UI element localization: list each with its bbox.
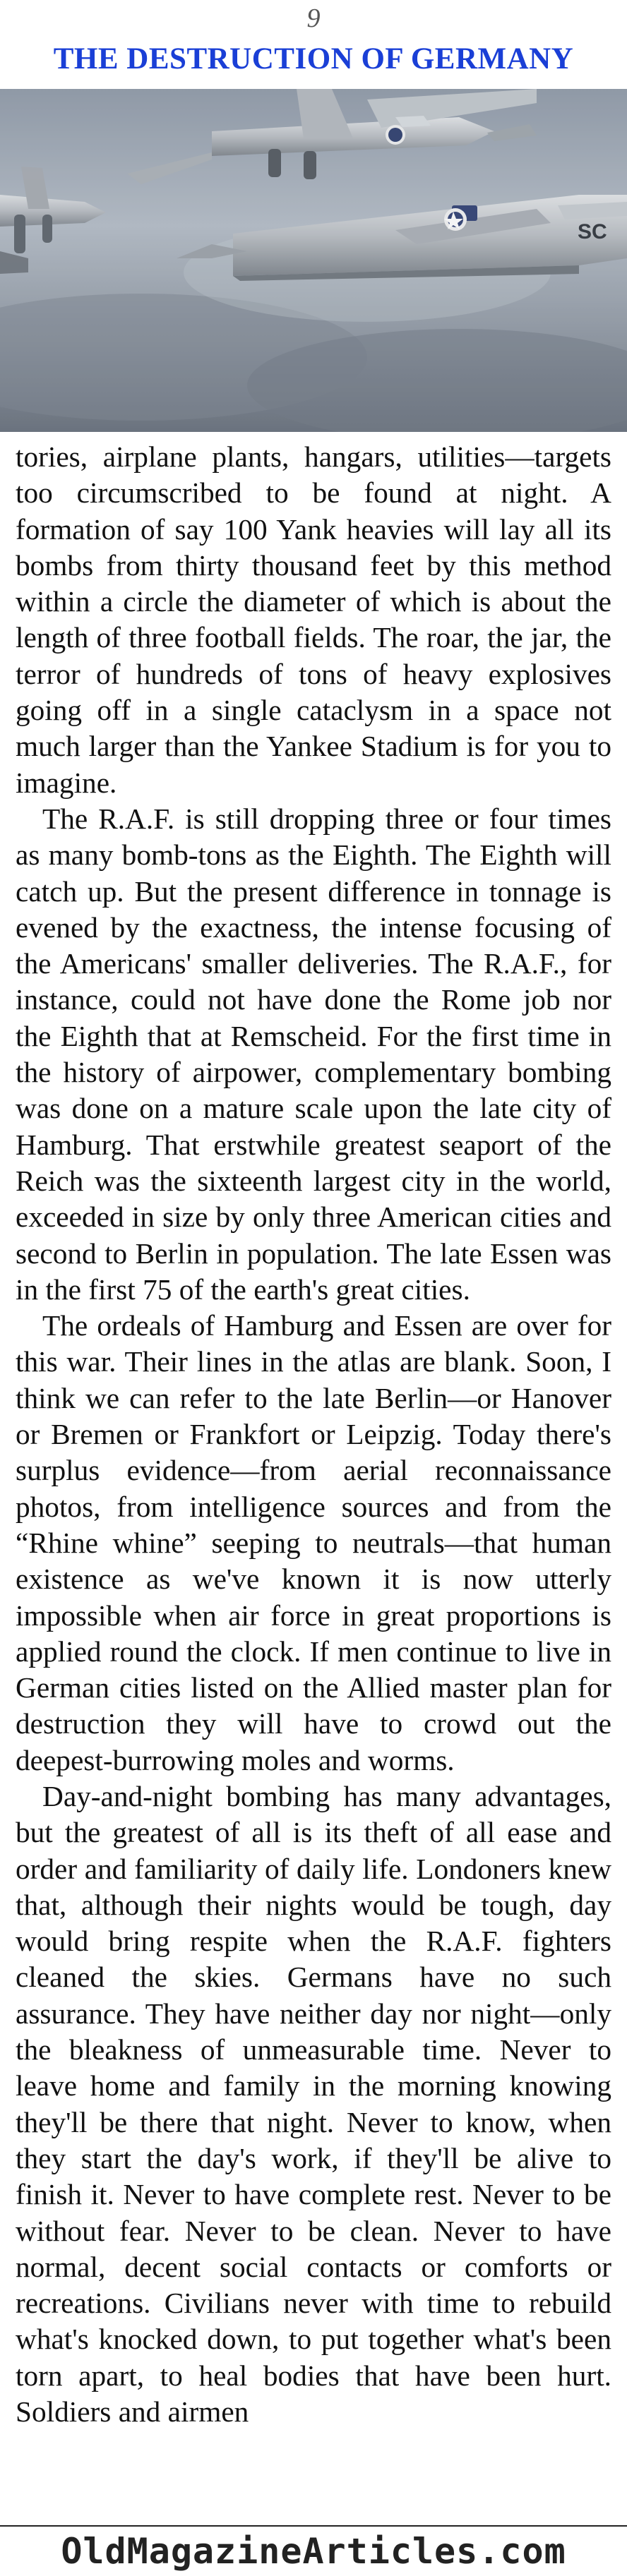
tail-marking: SC xyxy=(578,220,607,243)
footer xyxy=(0,2525,627,2576)
bomber-aircraft-photo xyxy=(0,89,627,432)
article-paragraph: tories, airplane plants, hangars, utilities—targets too circumscribed to be found at night. A formation of say 100 Yank heavies will lay all its bombs from thirty thousand feet by this method within a circle the diameter of which is about the length of three football fields. The roar, the jar, the terror of hundreds of tons of heavy explosives going off in a single cataclysm in a space not much larger than the Yankee Stadium is for you to imagine. xyxy=(16,440,611,799)
article-paragraph: The R.A.F. is still dropping three or four times as many bomb-tons as the Eighth. The Eighth will catch up. But the present difference in tonnage is evened by the exactness, the intense focusing of the Americans' smaller deliveries. The R.A.F., for instance, could not have done the Rome job nor the Eighth that at Remscheid. For the first time in the history of airpower, complementary bombing was done on a mature scale upon the late city of Hamburg. That erstwhile greatest seaport of the Reich was the sixteenth largest city in the world, exceeded in size by only three American cities and second to Berlin in population. The late Essen was in the first 75 of the earth's great cities. xyxy=(16,802,611,1306)
headline: THE DESTRUCTION OF GERMANY xyxy=(53,42,574,76)
site-watermark: OldMagazineArticles.com xyxy=(61,2531,566,2572)
article-paragraph: Day-and-night bombing has many advantages, but the greatest of all is its theft of all ease and order and familiarity of daily life. Londoners knew that, although their nights would be tough, day would bring respite when the R.A.F. fighters cleaned the skies. Germans have no such assurance. They have neither day nor night—only the bleakness of unmeasurable time. Never to leave home and family in the morning knowing they'll be there that night. Never to know, when they start the day's work, if they'll be alive to finish it. Never to have complete rest. Never to be without fear. Never to be clean. Never to have normal, decent social contacts or comforts or recreations. Civilians never with time to rebuild what's knocked down, to put together what's been torn apart, to heal bodies that have been hurt. Soldiers and airmen xyxy=(16,1779,611,2428)
article-paragraph: The ordeals of Hamburg and Essen are over for this war. Their lines in the atlas are blank. Soon, I think we can refer to the late Berlin—or Hanover or Bremen or Frankfort or Leipzig. Today there's surplus evidence—from aerial reconnaissance photos, from intelligence sources and from the “Rhine whine” seeping to neutrals—that human existence as we've known it is now utterly impossible when air force in great proportions is applied round the clock. If men continue to live in German cities listed on the Allied master plan for destruction they will have to crowd out the deepest-burrowing moles and worms. xyxy=(16,1309,611,1776)
article-body xyxy=(16,439,611,2430)
page-number: 9 xyxy=(306,4,321,33)
